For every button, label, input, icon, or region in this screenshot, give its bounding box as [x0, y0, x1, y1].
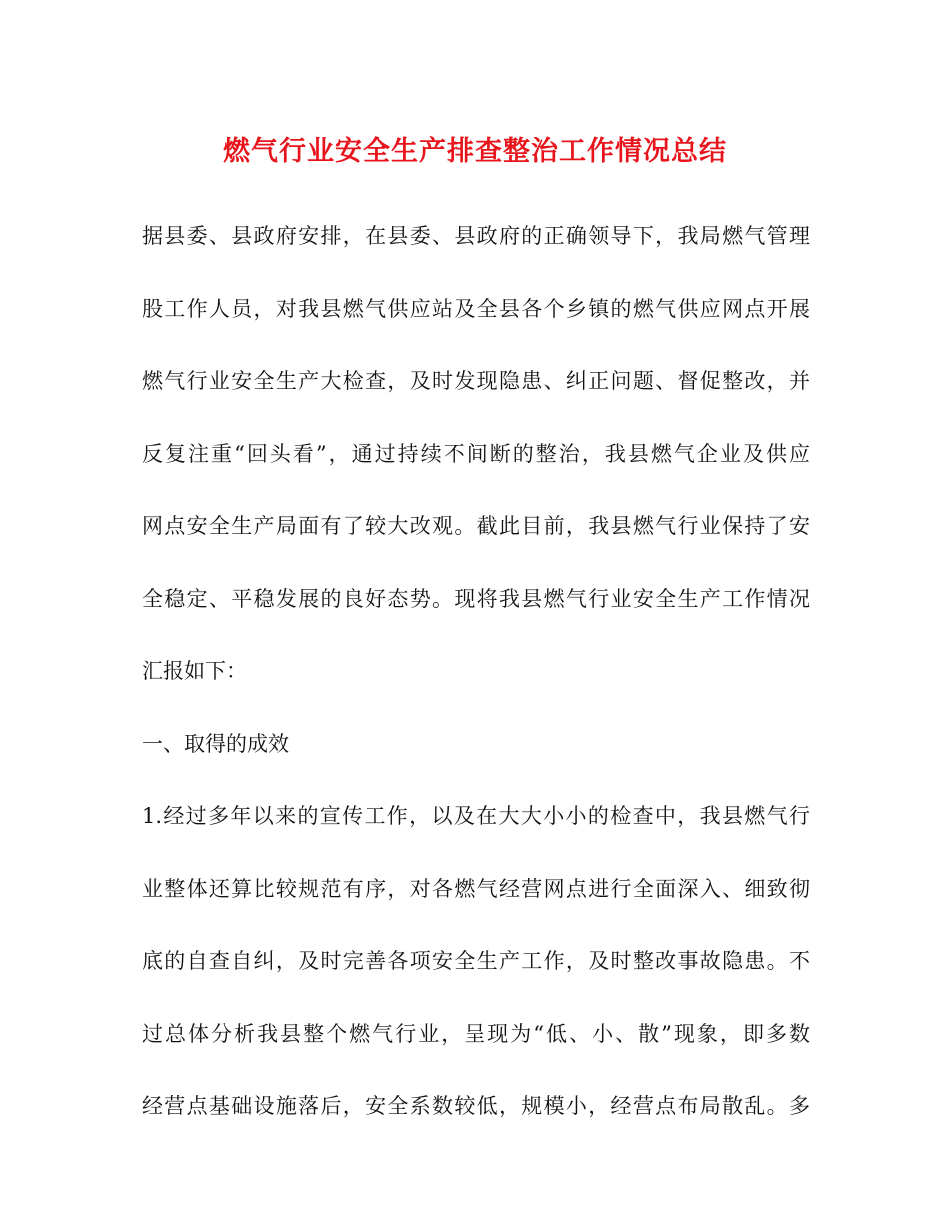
- text-line: 底的自查自纠，及时完善各项安全生产工作，及时整改事故隐患。不: [142, 949, 810, 973]
- text-line: 1.经过多年以来的宣传工作，以及在大大小小的检查中，我县燃气行: [142, 804, 810, 828]
- text-line: 燃气行业安全生产大检查，及时发现隐患、纠正问题、督促整改，并: [142, 369, 810, 393]
- text-line: 经营点基础设施落后，安全系数较低，规模小，经营点布局散乱。多: [142, 1094, 810, 1118]
- text-line: 汇报如下：: [142, 659, 247, 683]
- text-line: 全稳定、平稳发展的良好态势。现将我县燃气行业安全生产工作情况: [142, 586, 810, 611]
- text-line: 据县委、县政府安排，在县委、县政府的正确领导下，我局燃气管理: [142, 224, 810, 248]
- text-line: 一、取得的成效: [142, 731, 289, 756]
- text-line: 股工作人员，对我县燃气供应站及全县各个乡镇的燃气供应网点开展: [142, 296, 810, 321]
- text-line: 业整体还算比较规范有序，对各燃气经营网点进行全面深入、细致彻: [142, 876, 810, 901]
- text-line: 过总体分析我县整个燃气行业，呈现为“低、小、散”现象，即多数: [142, 1021, 810, 1046]
- text-line: 网点安全生产局面有了较大改观。截此目前，我县燃气行业保持了安: [142, 514, 810, 538]
- document-title: 燃气行业安全生产排查整治工作情况总结: [223, 136, 727, 167]
- document-body: [142, 212, 810, 1155]
- text-line: 反复注重“回头看”，通过持续不间断的整治，我县燃气企业及供应: [142, 441, 810, 466]
